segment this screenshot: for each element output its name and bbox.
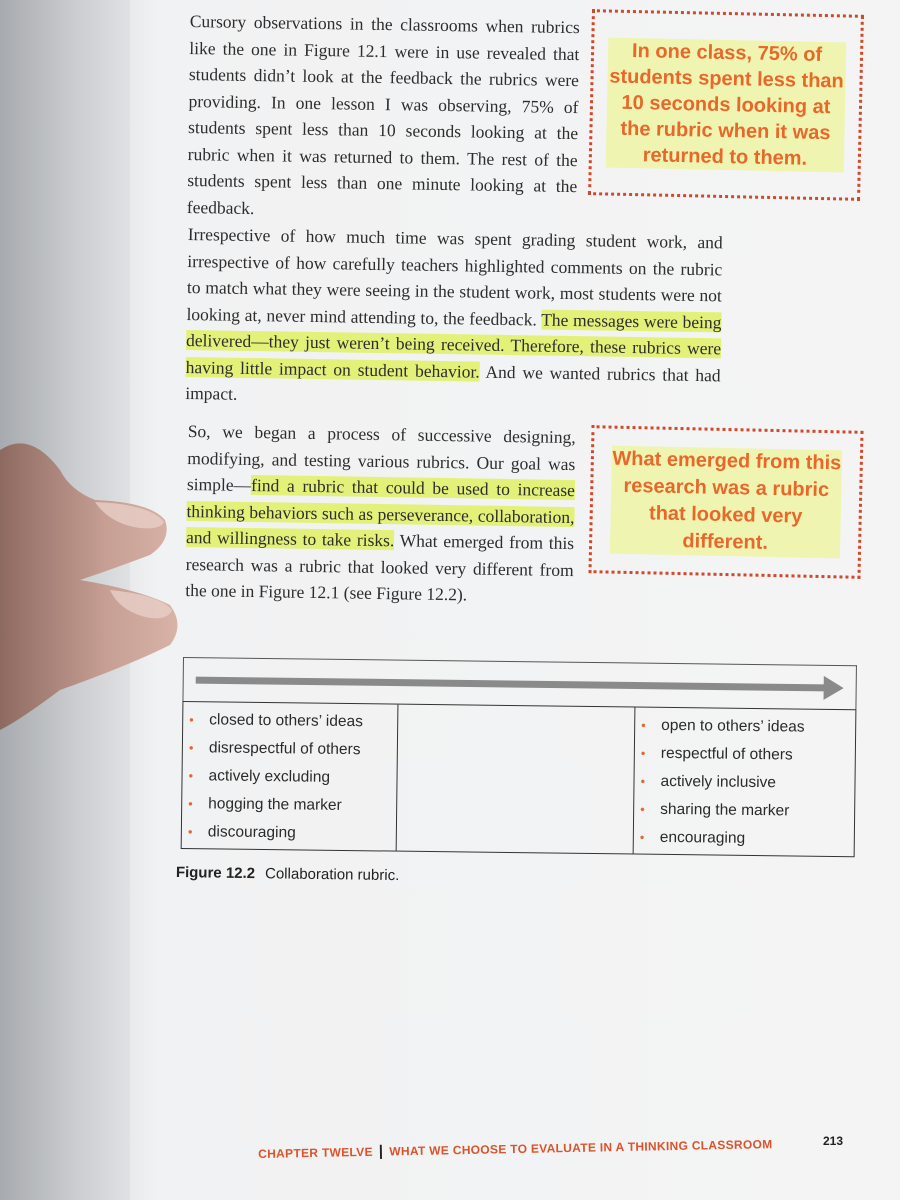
collaboration-rubric-figure [181,657,859,860]
bullet-dot-icon: • [640,801,645,817]
bullet-dot-icon: • [188,740,194,756]
bullet-dot-icon: • [188,768,194,784]
rubric-right-item-text: respectful of others [660,744,793,764]
page-number: 213 [823,1134,844,1148]
rubric-left-item-text: disrespectful of others [208,739,361,759]
rubric-left-item [187,708,397,739]
rubric-right-item [639,742,855,773]
paragraph-one-end: And we wanted rubrics that had impact. [185,361,721,404]
footer-divider: | [378,1142,384,1160]
paragraph-two-intro: So, we began a process of successive designing, modifying, and testing various rubrics. Our goal was simple— [186,420,576,495]
figure-caption-label: Figure 12.2 [175,864,256,883]
paragraph-one-continued [185,221,723,415]
rubric-right-item-text: sharing the marker [660,800,790,820]
bullet-dot-icon: • [639,829,645,845]
rubric-right-item [639,714,855,745]
paragraph-two-end: What emerged from this research was a rubric that looked very different from the one in Figure 12.1 (see Figure 12.2). [185,530,575,605]
bullet-dot-icon: • [188,796,193,812]
figure-caption [176,864,400,884]
rubric-left-item [187,736,397,767]
pull-quote-two [588,425,863,579]
figure-caption-text: Collaboration rubric. [264,865,400,885]
bullet-dot-icon: • [640,773,646,789]
rubric-left-item-text: hogging the marker [208,795,342,814]
rubric-left-item-text: discouraging [207,823,296,842]
rubric-right-item-text: actively inclusive [660,772,777,792]
bullet-dot-icon: • [641,717,646,733]
rubric-left-item-text: closed to others’ ideas [209,711,363,731]
highlighted-passage-one: The messages were being delivered—they just weren’t being received. Therefore, these rubrics were having little impact on student behavior. [185,309,722,382]
rubric-table [181,701,857,857]
rubric-right-item [638,770,854,801]
rubric-left-item [186,792,396,823]
rubric-right-item [638,798,854,829]
bullet-dot-icon: • [187,824,193,840]
rubric-column-middle [397,705,636,854]
rubric-right-item-text: open to others’ ideas [661,716,805,736]
bullet-dot-icon: • [189,712,194,728]
paragraph-one-intro: Cursory observations in the classrooms when rubrics like the one in Figure 12.1 were in use revealed that students didn’t look at the feedback the rubrics were providing. In one lesson I was observing, 75% of students spent less than 10 seconds looking at the rubric when it was returned to them. The rest of the students spent less than one minute looking at the feedback. [186,10,580,218]
rubric-right-item [638,826,854,857]
paragraph-one [187,8,580,226]
pull-quote-one [588,9,864,201]
rubric-column-right [634,708,856,857]
paragraph-two [185,418,576,610]
highlighted-passage-two: find a rubric that could be used to increase thinking behaviors such as perseverance, collaboration, and willingness to take risks. [185,475,576,551]
bullet-dot-icon: • [640,745,646,761]
pull-quote-one-text: In one class, 75% of students spent less than 10 seconds looking at the rubric when it was returned to them. [606,38,847,173]
pull-quote-two-text: What emerged from this research was a rubric that looked very different. [610,446,842,559]
footer-chapter: CHAPTER TWELVE [258,1144,373,1161]
rubric-right-item-text: encouraging [659,828,746,847]
hand-photo [0,430,190,850]
paragraph-one-middle: Irrespective of how much time was spent grading student work, and irrespective of how carefully teachers highlighted comments on the rubric to match what they were seeing in the student work, most students were not looking at, never mind attending to, the feedback. [186,223,723,329]
rubric-left-item-text: actively excluding [208,767,331,786]
rubric-column-left [182,702,399,851]
rubric-left-list [186,708,398,851]
rubric-right-list [638,714,856,857]
rubric-left-item [186,820,396,851]
footer-title: WHAT WE CHOOSE TO EVALUATE IN A THINKING CLASSROOM [389,1137,773,1159]
rubric-left-item [186,764,396,795]
